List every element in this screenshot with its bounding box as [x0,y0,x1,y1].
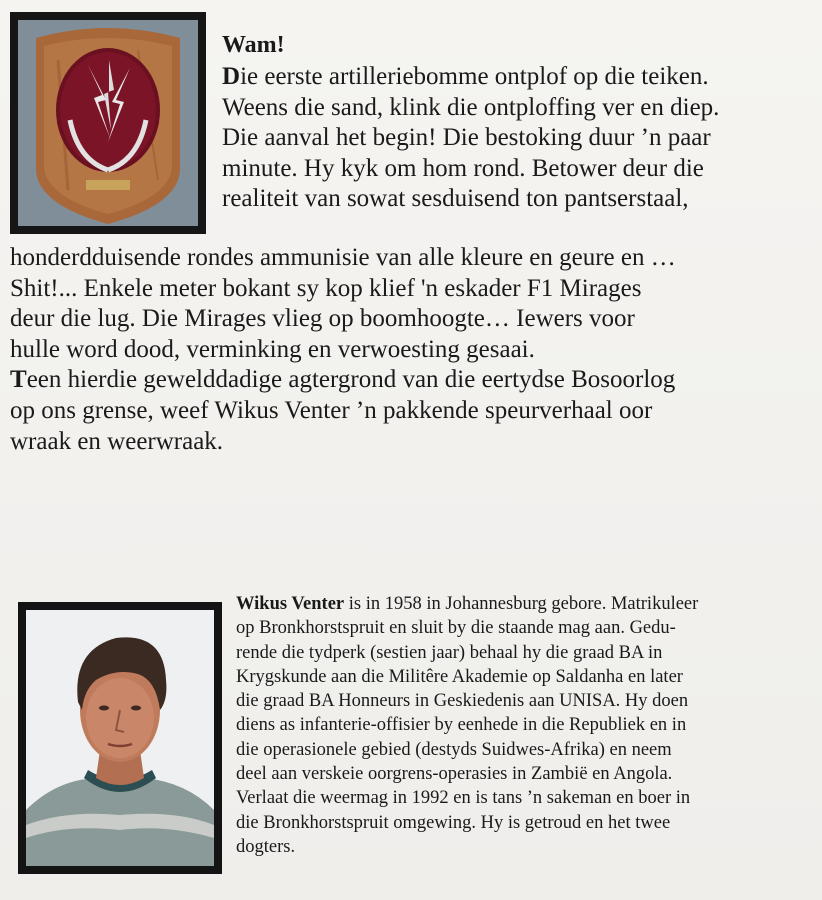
excerpt-line: op ons grense, weef Wikus Venter ’n pakkende speurverhaal oor [10,396,653,424]
bio-line: Krygskunde aan die Militêre Akademie op Saldanha en later [236,666,683,687]
excerpt-line: wraak en weerwraak. [10,427,224,455]
bio-line: diens as infanterie-offisier by eenhede in die Republiek en in [236,715,687,736]
crest-photo-frame [10,12,206,234]
author-photo [26,610,214,866]
excerpt-line: hulle word dood, verminking en verwoesting gesaai. [10,335,535,363]
excerpt-line: deur die lug. Die Mirages vlieg op boomhoogte… Iewers voor [10,305,635,333]
excerpt-line: honderdduisende rondes ammunisie van alle kleure en geure en … [10,244,676,271]
military-plaque-crest-icon [18,20,198,226]
excerpt-line: Die aanval het begin! Die bestoking duur ’n paar [222,124,711,152]
excerpt-line: Shit!... Enkele meter bokant sy kop klief 'n eskader F1 Mirages [10,274,642,302]
drop-cap: T [10,366,27,394]
crest-photo [18,20,198,226]
author-portrait-icon [26,610,214,866]
excerpt-title: Wam! [222,32,285,58]
author-biography [236,592,822,859]
bio-line: Wikus Venter is in 1958 in Johannesburg gebore. Matrikuleer [236,594,699,614]
drop-cap: D [222,63,241,90]
bio-line: dogters. [236,836,296,857]
bio-line: die operasionele gebied (destyds Suidwes-Afrika) en neem [236,739,672,760]
excerpt-paragraph-wide [10,243,822,457]
excerpt-paragraph-narrow [222,62,822,215]
bio-line: die Bronkhorstspruit omgewing. Hy is getroud en het twee [236,812,671,833]
bio-line: deel aan verskeie oorgrens-operasies in Zambië en Angola. [236,764,673,785]
excerpt-line: minute. Hy kyk om hom rond. Betower deur die [222,154,704,182]
excerpt-line: Weens die sand, klink die ontploffing ver en diep. [222,93,720,121]
excerpt-line: realiteit van sowat sesduisend ton pantserstaal, [222,185,689,213]
excerpt-line: Die eerste artilleriebomme ontplof op die teiken. [222,63,709,90]
bio-line: die graad BA Honneurs in Geskiedenis aan UNISA. Hy doen [236,691,689,712]
author-photo-frame [18,602,222,874]
bio-line: rende die tydperk (sestien jaar) behaal hy die graad BA in [236,642,663,663]
bio-line: op Bronkhorstspruit en sluit by die staande mag aan. Gedu- [236,618,676,639]
bio-line: Verlaat die weermag in 1992 en is tans ’n sakeman en boer in [236,788,691,809]
excerpt-line: Teen hierdie gewelddadige agtergrond van die eertydse Bosoorlog [10,366,676,394]
author-name: Wikus Venter [236,594,345,614]
